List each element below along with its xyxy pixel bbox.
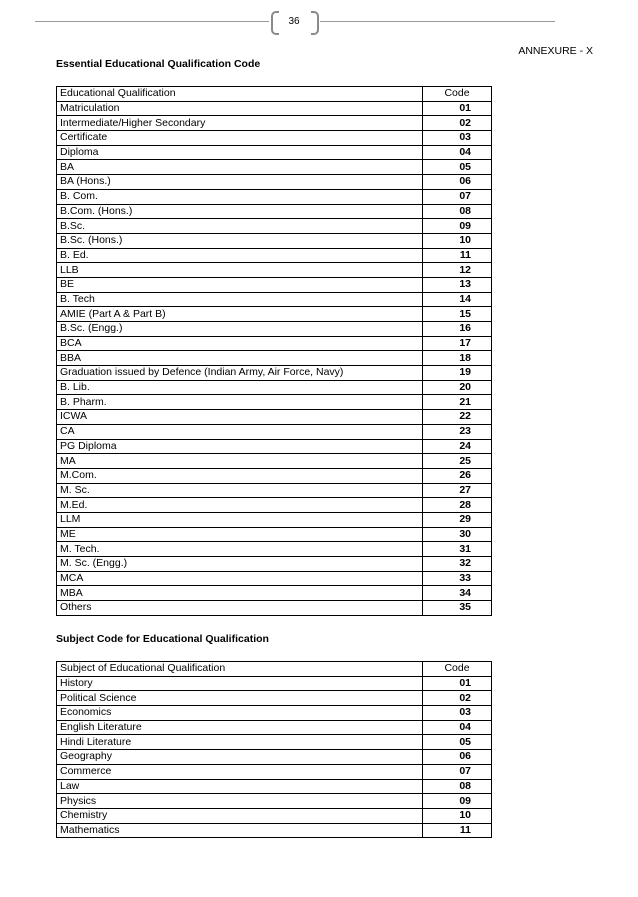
table-row <box>57 794 492 809</box>
header-rule-left <box>35 21 269 22</box>
row-name-cell: Chemistry <box>57 808 423 823</box>
row-code-cell: 27 <box>423 483 492 498</box>
row-name-cell: Graduation issued by Defence (Indian Army, Air Force, Navy) <box>57 366 423 381</box>
table-row <box>57 706 492 721</box>
row-code-cell: 03 <box>423 706 492 721</box>
row-name-cell: CA <box>57 424 423 439</box>
table-row <box>57 601 492 616</box>
row-name-cell: MCA <box>57 571 423 586</box>
row-name-cell: Diploma <box>57 145 423 160</box>
row-code-cell: 18 <box>423 351 492 366</box>
row-code-cell: 24 <box>423 439 492 454</box>
table-row <box>57 454 492 469</box>
row-code-cell: 26 <box>423 468 492 483</box>
row-code-cell: 03 <box>423 131 492 146</box>
table-row <box>57 101 492 116</box>
row-name-cell: B. Lib. <box>57 380 423 395</box>
row-name-cell: Commerce <box>57 764 423 779</box>
table-row <box>57 498 492 513</box>
row-code-cell: 06 <box>423 175 492 190</box>
table-row <box>57 439 492 454</box>
row-code-cell: 12 <box>423 263 492 278</box>
row-code-cell: 34 <box>423 586 492 601</box>
row-code-cell: 30 <box>423 527 492 542</box>
row-name-cell: B.Sc. <box>57 219 423 234</box>
column-header-name: Subject of Educational Qualification <box>57 662 423 677</box>
row-code-cell: 22 <box>423 410 492 425</box>
row-name-cell: AMIE (Part A & Part B) <box>57 307 423 322</box>
row-name-cell: Physics <box>57 794 423 809</box>
table-row <box>57 779 492 794</box>
column-header-name: Educational Qualification <box>57 87 423 102</box>
row-code-cell: 06 <box>423 750 492 765</box>
table-row <box>57 468 492 483</box>
row-code-cell: 11 <box>423 823 492 838</box>
row-name-cell: Hindi Literature <box>57 735 423 750</box>
row-code-cell: 33 <box>423 571 492 586</box>
column-header-code: Code <box>423 87 492 102</box>
table-header-row <box>57 662 492 677</box>
row-name-cell: LLB <box>57 263 423 278</box>
column-header-code: Code <box>423 662 492 677</box>
table-row <box>57 483 492 498</box>
row-code-cell: 05 <box>423 735 492 750</box>
table-row <box>57 691 492 706</box>
row-name-cell: Mathematics <box>57 823 423 838</box>
row-code-cell: 20 <box>423 380 492 395</box>
row-name-cell: English Literature <box>57 720 423 735</box>
row-code-cell: 07 <box>423 764 492 779</box>
table-row <box>57 145 492 160</box>
table-row <box>57 808 492 823</box>
row-name-cell: M.Ed. <box>57 498 423 513</box>
table-row <box>57 542 492 557</box>
table-row <box>57 750 492 765</box>
row-name-cell: M. Sc. (Engg.) <box>57 557 423 572</box>
section-title-qualification: Essential Educational Qualification Code <box>56 58 261 70</box>
row-code-cell: 29 <box>423 512 492 527</box>
row-code-cell: 13 <box>423 277 492 292</box>
table-row <box>57 277 492 292</box>
row-name-cell: BA <box>57 160 423 175</box>
table-row <box>57 263 492 278</box>
row-code-cell: 35 <box>423 601 492 616</box>
row-name-cell: MBA <box>57 586 423 601</box>
table-row <box>57 764 492 779</box>
row-name-cell: BBA <box>57 351 423 366</box>
row-name-cell: B. Pharm. <box>57 395 423 410</box>
section-title-subject: Subject Code for Educational Qualification <box>56 633 269 645</box>
row-code-cell: 23 <box>423 424 492 439</box>
row-code-cell: 01 <box>423 101 492 116</box>
table-row <box>57 380 492 395</box>
page-number-bracket-left <box>271 11 279 35</box>
row-name-cell: Economics <box>57 706 423 721</box>
table-row <box>57 233 492 248</box>
table-row <box>57 676 492 691</box>
row-name-cell: ICWA <box>57 410 423 425</box>
table-row <box>57 116 492 131</box>
row-code-cell: 02 <box>423 691 492 706</box>
qualification-code-table <box>56 86 492 616</box>
row-code-cell: 28 <box>423 498 492 513</box>
row-code-cell: 02 <box>423 116 492 131</box>
row-name-cell: ME <box>57 527 423 542</box>
row-name-cell: B.Sc. (Engg.) <box>57 322 423 337</box>
row-code-cell: 16 <box>423 322 492 337</box>
row-name-cell: Intermediate/Higher Secondary <box>57 116 423 131</box>
table-row <box>57 720 492 735</box>
header-rule-right <box>320 21 555 22</box>
row-code-cell: 08 <box>423 779 492 794</box>
table-row <box>57 557 492 572</box>
table-row <box>57 351 492 366</box>
table-row <box>57 823 492 838</box>
table-row <box>57 424 492 439</box>
table-row <box>57 204 492 219</box>
table-row <box>57 219 492 234</box>
row-name-cell: B.Sc. (Hons.) <box>57 233 423 248</box>
table-header-row <box>57 87 492 102</box>
row-code-cell: 21 <box>423 395 492 410</box>
annexure-label: ANNEXURE - X <box>518 45 593 57</box>
row-code-cell: 09 <box>423 794 492 809</box>
row-name-cell: History <box>57 676 423 691</box>
table-row <box>57 336 492 351</box>
row-name-cell: B.Com. (Hons.) <box>57 204 423 219</box>
row-name-cell: M.Com. <box>57 468 423 483</box>
table-row <box>57 307 492 322</box>
row-name-cell: Others <box>57 601 423 616</box>
row-name-cell: B. Ed. <box>57 248 423 263</box>
page-number: 36 <box>288 16 300 27</box>
row-code-cell: 14 <box>423 292 492 307</box>
page-number-bracket-right <box>311 11 319 35</box>
row-name-cell: M. Tech. <box>57 542 423 557</box>
row-code-cell: 15 <box>423 307 492 322</box>
table-row <box>57 248 492 263</box>
row-code-cell: 08 <box>423 204 492 219</box>
row-name-cell: Geography <box>57 750 423 765</box>
table-row <box>57 292 492 307</box>
table-row <box>57 735 492 750</box>
row-name-cell: BE <box>57 277 423 292</box>
row-code-cell: 25 <box>423 454 492 469</box>
row-code-cell: 04 <box>423 145 492 160</box>
row-code-cell: 01 <box>423 676 492 691</box>
table-row <box>57 175 492 190</box>
row-code-cell: 04 <box>423 720 492 735</box>
table-row <box>57 527 492 542</box>
row-code-cell: 19 <box>423 366 492 381</box>
row-name-cell: B. Tech <box>57 292 423 307</box>
table-row <box>57 586 492 601</box>
row-name-cell: M. Sc. <box>57 483 423 498</box>
row-name-cell: LLM <box>57 512 423 527</box>
row-code-cell: 32 <box>423 557 492 572</box>
subject-code-table <box>56 661 492 838</box>
row-name-cell: BCA <box>57 336 423 351</box>
table-row <box>57 189 492 204</box>
row-code-cell: 05 <box>423 160 492 175</box>
row-code-cell: 07 <box>423 189 492 204</box>
row-name-cell: B. Com. <box>57 189 423 204</box>
row-code-cell: 10 <box>423 233 492 248</box>
table-row <box>57 571 492 586</box>
table-row <box>57 131 492 146</box>
table-row <box>57 512 492 527</box>
row-code-cell: 09 <box>423 219 492 234</box>
table-row <box>57 366 492 381</box>
row-name-cell: BA (Hons.) <box>57 175 423 190</box>
row-name-cell: Political Science <box>57 691 423 706</box>
table-row <box>57 322 492 337</box>
row-name-cell: MA <box>57 454 423 469</box>
row-name-cell: PG Diploma <box>57 439 423 454</box>
row-name-cell: Certificate <box>57 131 423 146</box>
row-name-cell: Law <box>57 779 423 794</box>
row-name-cell: Matriculation <box>57 101 423 116</box>
row-code-cell: 11 <box>423 248 492 263</box>
row-code-cell: 17 <box>423 336 492 351</box>
table-row <box>57 160 492 175</box>
row-code-cell: 10 <box>423 808 492 823</box>
table-row <box>57 410 492 425</box>
row-code-cell: 31 <box>423 542 492 557</box>
table-row <box>57 395 492 410</box>
